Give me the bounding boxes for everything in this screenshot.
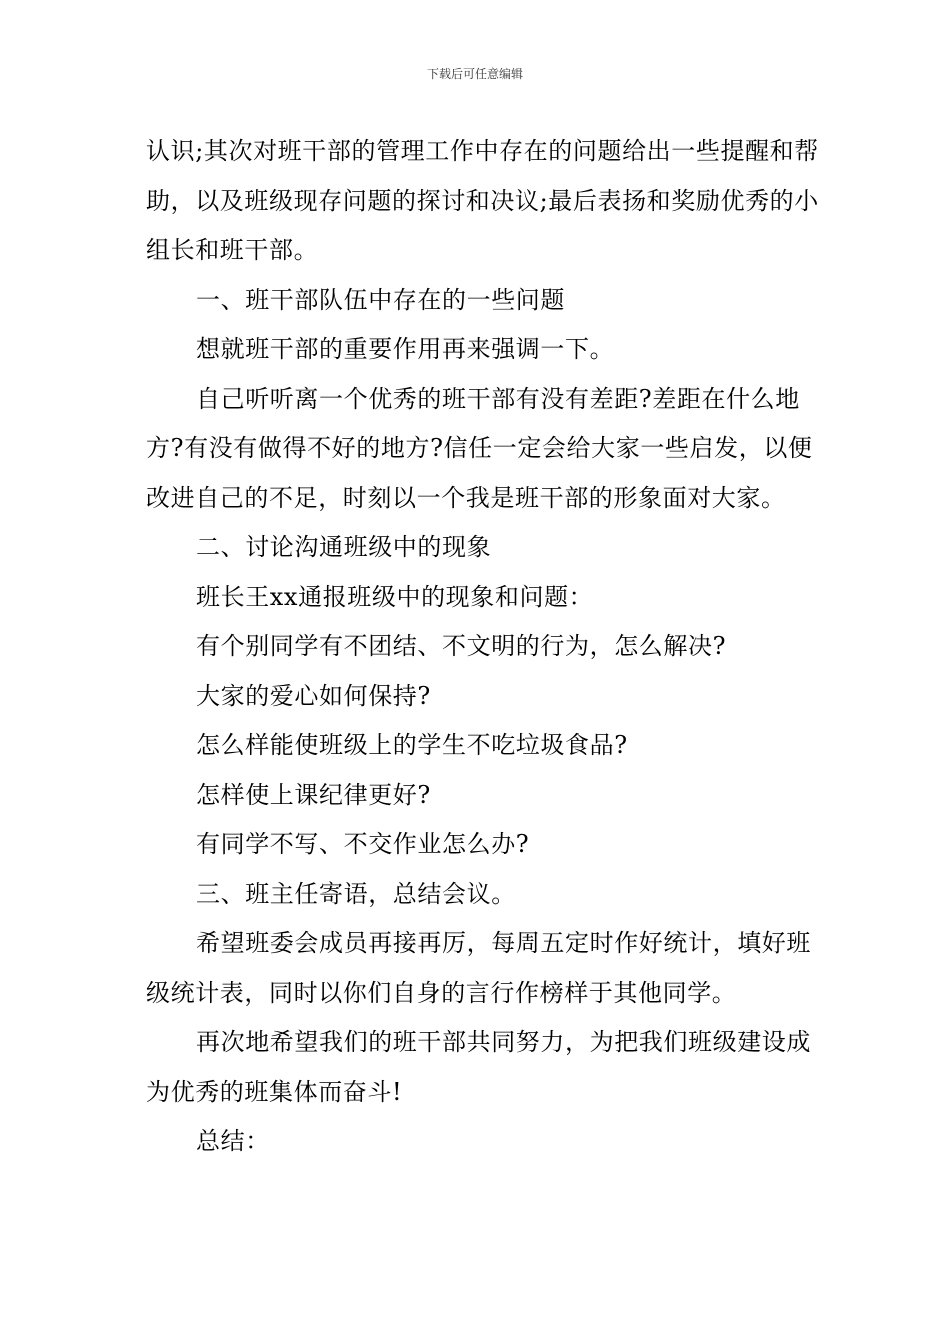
question-item: 怎么样能使班级上的学生不吃垃圾食品? <box>196 731 628 759</box>
question-item: 有同学不写、不交作业怎么办? <box>196 830 530 858</box>
section-heading: 三、班主任寄语，总结会议。 <box>196 879 516 908</box>
paragraph: 自己听听离一个优秀的班干部有没有差距?差距在什么地方?有没有做得不好的地方?信任一定会给大家一些启发，以便改进自己的不足，时刻以一个我是班干部的形象面对大家。 <box>146 384 813 512</box>
question-item: 有个别同学有不团结、不文明的行为，怎么解决? <box>196 632 727 660</box>
paragraph: 再次地希望我们的班干部共同努力，为把我们班级建设成为优秀的班集体而奋斗! <box>146 1028 811 1106</box>
paragraph: 希望班委会成员再接再厉，每周五定时作好统计，填好班级统计表，同时以你们自身的言行作榜样于其他同学。 <box>146 929 811 1007</box>
summary-label: 总结： <box>196 1127 270 1155</box>
paragraph: 班长王xx通报班级中的现象和问题： <box>196 582 594 611</box>
section-heading: 二、讨论沟通班级中的现象 <box>196 533 492 561</box>
section-heading: 一、班干部队伍中存在的一些问题 <box>196 285 565 314</box>
question-item: 大家的爱心如何保持? <box>196 681 431 710</box>
page-header-note: 下载后可任意编辑 <box>426 67 523 81</box>
question-item: 怎样使上课纪律更好? <box>196 780 431 809</box>
document-body <box>146 127 832 1167</box>
paragraph: 认识;其次对班干部的管理工作中存在的问题给出一些提醒和帮助，以及班级现存问题的探讨和决议;最后表扬和奖励优秀的小组长和班干部。 <box>146 137 819 264</box>
paragraph: 想就班干部的重要作用再来强调一下。 <box>196 335 615 363</box>
